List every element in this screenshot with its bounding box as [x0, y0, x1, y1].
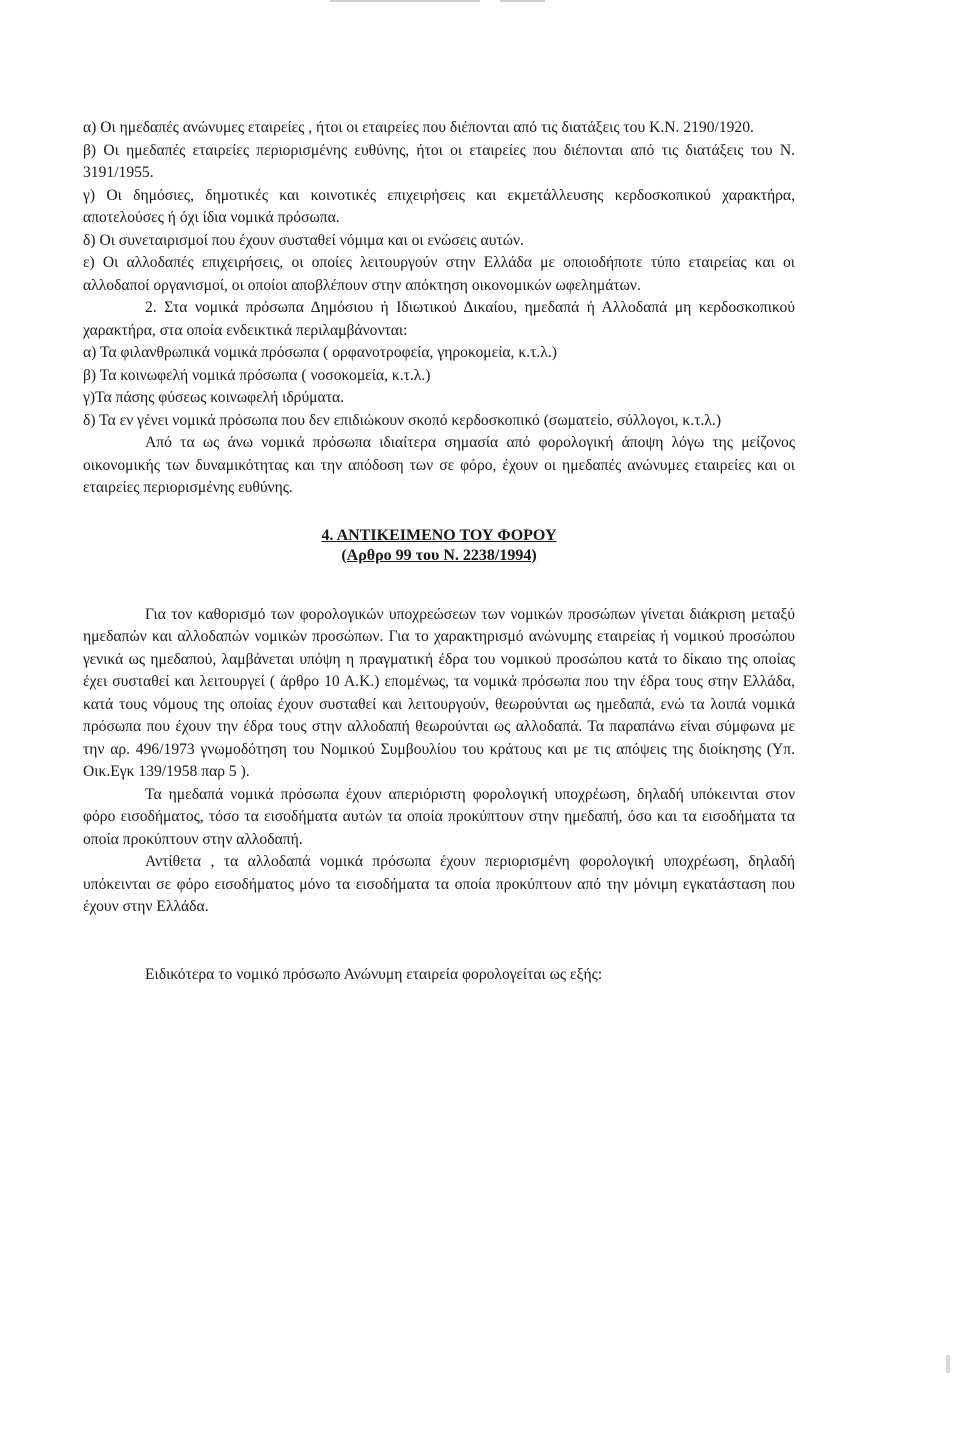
item-c-public-enterprises: γ) Οι δημόσιες, δημοτικές και κοινοτικές επιχειρήσεις και εκμετάλλευσης κερδοσκοπικού χαρακτήρα, αποτελούσες ή όχι ίδια νομικά πρόσωπα. — [83, 186, 795, 226]
section-two-summary: Από τα ως άνω νομικά πρόσωπα ιδιαίτερα σημασία από φορολογική άποψη λόγω της μείζονος οικονομικής των δυναμικότητας και την απόδοση των σε φόρο, έχουν οι ημεδαπές ανώνυμες εταιρείες και οι εταιρείες περιορισμένης ευθύνης. — [83, 434, 795, 496]
item-b-epe: β) Οι ημεδαπές εταιρείες περιορισμένης ευθύνης, ήτοι οι εταιρείες που διέπονται από τις διατάξεις του Ν. 3191/1955. — [83, 141, 795, 181]
body-text — [83, 604, 795, 987]
spacer — [83, 919, 795, 964]
spacer — [83, 566, 795, 604]
section-two-intro: 2. Στα νομικά πρόσωπα Δημόσιου ή Ιδιωτικού Δικαίου, ημεδαπά ή Αλλοδαπά μη κερδοσκοπικού χαρακτήρα, στα οποία ενδεικτικά περιλαμβάνονται: — [83, 299, 795, 339]
item-d-non-profit: δ) Τα εν γένει νομικά πρόσωπα που δεν επιδιώκουν σκοπό κερδοσκοπικό (σωματείο, σύλλογοι, κ.τ.λ.) — [83, 411, 722, 429]
paragraph-foreign: Αντίθετα , τα αλλοδαπά νομικά πρόσωπα έχουν περιορισμένη φορολογική υποχρέωση, δηλαδή υπόκεινται σε φόρο εισοδήματος μόνο τα εισοδήματα τα οποία προκύπτουν από την μόνιμη εγκατάσταση που έχουν στην Ελλάδα. — [83, 853, 795, 915]
paragraph-sa-taxation: Ειδικότερα το νομικό πρόσωπο Ανώνυμη εταιρεία φορολογείται ως εξής: — [145, 965, 603, 983]
paragraph-domestic: Τα ημεδαπά νομικά πρόσωπα έχουν απεριόριστη φορολογική υποχρέωση, δηλαδή υπόκεινται στον φόρο εισοδήματος, τόσο τα εισοδήματα αυτών τα οποία προκύπτουν στην ημεδαπή, όσο και τα εισοδήματα τα οποία προκύπτουν στην αλλοδαπή. — [83, 785, 795, 848]
paragraph-distinction: Για τον καθορισμό των φορολογικών υποχρεώσεων των νομικών προσώπων γίνεται διάκριση μεταξύ ημεδαπών και αλλοδαπών νομικών προσώπων. Για το χαρακτηρισμό ανώνυμης εταιρείας ή νομικού προσώπου γενικά ως ημεδαπού, λαμβάνεται υπόψη η πραγματική έδρα του νομικού προσώπου κατά το δίκαιο της οποίας έχει συσταθεί και λειτουργεί ( άρθρο 10 Α.Κ.) επομένως, τα νομικά πρόσωπα που την έδρα τους στην Ελλάδα, κατά τους νόμους της οποίας έχουν συσταθεί και λειτουργούν, θεωρούνται ως ημεδαπά, ενώ τα λοιπά νομικά πρόσωπα που έχουν την έδρα τους στην αλλοδαπή θεωρούνται ως αλλοδαπά. Τα παραπάνω είναι σύμφωνα με την αρ. 496/1973 γνωμοδότηση του Νομικού Συμβουλίου του κράτους και με τις απόψεις της διοίκησης (Υπ. Οικ.Εγκ 139/1958 παρ 5 ). — [83, 605, 795, 780]
heading-title: 4. ΑΝΤΙΚΕΙΜΕΝΟ ΤΟΥ ΦΟΡΟΥ — [321, 526, 557, 544]
scan-artifact-edge — [946, 1355, 950, 1373]
item-a-sa: α) Οι ημεδαπές ανώνυμες εταιρείες , ήτοι οι εταιρείες που διέπονται από τις διατάξεις του Κ.Ν. 2190/1920. — [83, 119, 754, 136]
item-e-foreign-enterprises: ε) Οι αλλοδαπές επιχειρήσεις, οι οποίες λειτουργούν στην Ελλάδα με οποιοδήποτε τύπο εταιρείας και οι αλλοδαποί οργανισμοί, οι οποίοι αποβλέπουν στην απόκτηση οικονομικών ωφελημάτων. — [83, 254, 795, 294]
scan-artifact-top-short — [500, 0, 545, 2]
section-heading — [83, 526, 795, 566]
item-d-cooperatives: δ) Οι συνεταιρισμοί που έχουν συσταθεί νόμιμα και οι ενώσεις αυτών. — [83, 231, 524, 249]
section-one-list — [83, 117, 795, 297]
item-b-public-benefit: β) Τα κοινωφελή νομικά πρόσωπα ( νοσοκομεία, κ.τ.λ.) — [83, 366, 431, 384]
section-two-list — [83, 297, 795, 500]
scan-artifact-top — [330, 0, 480, 2]
heading-subtitle: (Αρθρο 99 του Ν. 2238/1994) — [341, 546, 537, 564]
item-c-foundations: γ)Τα πάσης φύσεως κοινωφελή ιδρύματα. — [83, 389, 345, 406]
document-page — [83, 117, 795, 986]
spacer — [83, 500, 795, 526]
item-a-charitable: α) Τα φιλανθρωπικά νομικά πρόσωπα ( ορφανοτροφεία, γηροκομεία, κ.τ.λ.) — [83, 344, 557, 361]
